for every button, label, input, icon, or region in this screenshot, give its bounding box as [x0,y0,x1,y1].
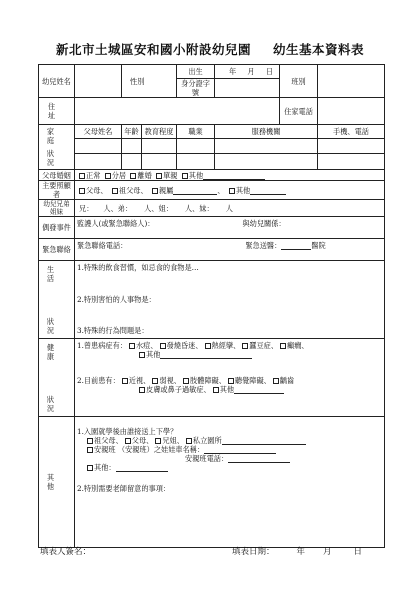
condition-other-checkbox[interactable] [213,387,219,393]
febrile-seizure-checkbox[interactable] [205,343,211,349]
afterschool-phone-field[interactable] [228,462,290,463]
life-status-label-top: 生活 [46,264,67,283]
siblings-field[interactable]: 兄： 人、弟： 人、姐： 人、妹： 人 [75,200,385,217]
school-name: 新北市土城區安和國小附設幼兒園 [55,42,251,57]
fill-date[interactable]: 填表日期： 年 月 日 [232,547,363,557]
health-status-label [39,339,75,417]
caregiver-other-checkbox[interactable] [229,188,235,194]
child-name-field[interactable] [75,65,122,98]
life-q1: 1.特殊的飲食習慣，如忌食的食物是… [77,263,199,273]
epilepsy-checkbox[interactable] [280,343,286,349]
parent2-phone-field[interactable] [318,154,385,170]
hearing-impairment-checkbox[interactable] [228,378,234,384]
g6pd-checkbox[interactable] [242,343,248,349]
myopia-checkbox[interactable] [122,378,128,384]
life-q3: 3.特殊的行為問題是： [77,326,149,336]
pickup-other-checkbox[interactable] [87,465,93,471]
parent1-occupation-field[interactable] [177,138,215,154]
life-q2: 2.特別害怕的人事物是： [77,294,156,304]
condition-other-field[interactable] [234,393,284,394]
fever-coma-checkbox[interactable] [160,343,166,349]
home-phone-field[interactable] [318,98,385,125]
child-name-label: 幼兒姓名 [39,65,75,98]
parent1-phone-field[interactable] [318,138,385,154]
illness-other-checkbox[interactable] [139,352,145,358]
class-field[interactable] [318,65,385,98]
other-label: 其他 [39,417,75,548]
class-label: 班別 [280,65,318,98]
id-label: 身分證字號 [177,79,215,98]
birth-date-field[interactable] [215,65,280,79]
pickup-private-school-checkbox[interactable] [186,438,192,444]
health-status-label-top: 健康 [46,342,67,361]
other-field: 1.入園就學後由誰接送上下學？ 祖父母、 父母、 兄姐、 私立園所 安親班 （安親班）之娃娃車名稱： 安親班電話： 其他： 2.特別需要老師留意的事項： [75,417,385,548]
caregiver-parents-checkbox[interactable] [79,188,85,194]
marriage-separated-checkbox[interactable] [105,173,111,179]
family-col-employer: 服務機關 [215,125,318,139]
birth-label: 出生 [177,65,215,79]
pickup-parents-checkbox[interactable] [125,438,131,444]
family-col-occupation: 職業 [177,125,215,139]
guardian-field[interactable]: 監護人(或緊急聯絡人)： 與幼兒關係： [75,217,385,239]
parent1-education-field[interactable] [142,138,177,154]
pickup-other-field[interactable] [116,471,168,472]
family-status-label: 家庭 狀況 [39,125,75,170]
parent1-age-field[interactable] [122,138,142,154]
parent2-age-field[interactable] [122,154,142,170]
marriage-options: 正常 分居 離婚 單親 其他 [75,170,385,181]
chickenpox-checkbox[interactable] [129,343,135,349]
address-label: 住址 [39,98,75,125]
dental-caries-checkbox[interactable] [273,378,279,384]
health-status-field: 1.曾患病症有： 水痘、 發燒昏迷、 熱經攣、 蠶豆症、 癲癇、 其他 2.目前患有： 近視、 弱視、 肢體障礙、 聽覺障礙、 齲齒 皮膚或鼻子過敏症、 其他 [75,339,385,417]
caregiver-other-field[interactable] [250,194,286,195]
marriage-label: 父母婚姻 [39,170,75,181]
pickup-afterschool-checkbox[interactable] [87,447,93,453]
student-info-table [38,64,385,548]
pickup-grandparents-checkbox[interactable] [87,438,93,444]
home-phone-label: 住家電話 [280,98,318,125]
caregiver-relatives-checkbox[interactable] [152,188,158,194]
caregiver-label: 主要照顧者 [39,181,75,200]
filler-signature[interactable]: 填表人簽名： [40,547,92,557]
address-field[interactable] [75,98,280,125]
parent2-name-field[interactable] [75,154,122,170]
form-name: 幼生基本資料表 [273,42,365,57]
parent2-occupation-field[interactable] [177,154,215,170]
illness-other-field[interactable] [160,358,252,359]
allergy-checkbox[interactable] [139,387,145,393]
caregiver-relatives-field[interactable] [173,194,217,195]
physical-disability-checkbox[interactable] [183,378,189,384]
day-label: 日 [265,67,274,76]
family-col-phone: 手機、電話 [318,125,385,139]
siblings-label: 幼兒兄弟姐妹 [39,200,75,217]
life-status-label [39,261,75,339]
family-col-parent-name: 父母姓名 [75,125,122,139]
life-status-field[interactable] [75,261,385,339]
family-col-education: 教育程度 [142,125,177,139]
parent2-education-field[interactable] [142,154,177,170]
pickup-question: 1.入園就學後由誰接送上下學？ [77,427,178,437]
hospital-name-field[interactable] [281,249,311,250]
year-label: 年 [229,67,237,76]
parent2-employer-field[interactable] [215,154,318,170]
marriage-other-field[interactable] [203,179,265,180]
month-label: 月 [247,67,255,76]
emergency-field[interactable]: 緊急聯絡電話： 緊急送醫： 醫院 [75,239,385,261]
caregiver-grandparents-checkbox[interactable] [112,188,118,194]
life-status-label-bottom: 狀況 [46,316,67,335]
pickup-siblings-checkbox[interactable] [155,438,161,444]
marriage-divorced-checkbox[interactable] [130,173,136,179]
teacher-notes-question: 2.特別需要老師留意的事項： [77,484,171,494]
id-field[interactable] [215,79,280,98]
marriage-other-checkbox[interactable] [182,173,188,179]
marriage-single-checkbox[interactable] [156,173,162,179]
incident-label: 偶發事件 [39,217,75,239]
health-status-label-bottom: 狀況 [46,394,67,413]
family-col-age: 年齡 [122,125,142,139]
caregiver-options: 父母、 祖父母、 親屬 、 其他 [75,181,385,200]
amblyopia-checkbox[interactable] [152,378,158,384]
gender-label: 性別 [130,76,145,86]
form-title [0,40,420,58]
emergency-label: 緊急聯絡 [39,239,75,261]
parent1-employer-field[interactable] [215,138,318,154]
gender-cell [122,65,177,98]
marriage-normal-checkbox[interactable] [79,173,85,179]
parent1-name-field[interactable] [75,138,122,154]
